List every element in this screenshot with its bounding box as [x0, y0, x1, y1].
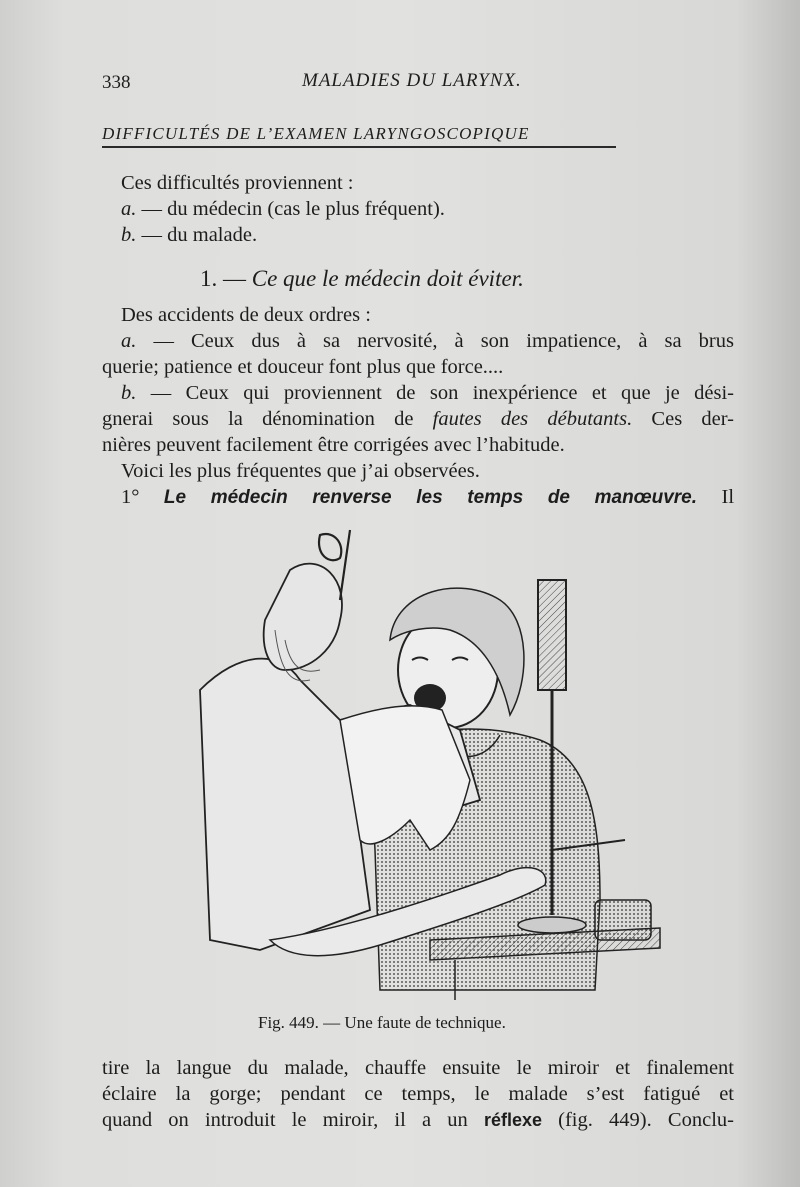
- subheading: 1. — Ce que le médecin doit éviter.: [200, 266, 524, 291]
- page-header: [102, 70, 742, 100]
- accident-a-line2: querie; patience et douceur font plus que force....: [102, 356, 504, 378]
- conclusion-paragraph: [102, 1055, 734, 1133]
- figure-illustration: [180, 520, 680, 1010]
- section-title: DIFFICULTÉS DE L’EXAMEN LARYNGOSCOPIQUE: [102, 124, 616, 148]
- running-title: MALADIES DU LARYNX.: [302, 70, 522, 91]
- accident-b-line1: b. — Ceux qui proviennent de son inexpérience et que je dési-: [121, 382, 734, 404]
- intro-item-b: b. — du malade.: [121, 224, 258, 246]
- observations-line: Voici les plus fréquentes que j’ai observées.: [121, 460, 480, 482]
- intro-line: Ces difficultés proviennent :: [121, 172, 354, 194]
- engraving-illustration: [180, 520, 680, 1010]
- accident-b-line3: nières peuvent facilement être corrigées avec l’habitude.: [102, 434, 565, 456]
- accidents-intro: Des accidents de deux ordres :: [121, 304, 371, 326]
- conclusion-line3: quand on introduit le miroir, il a un réflexe (fig. 449). Conclu-: [102, 1109, 734, 1131]
- conclusion-line1: tire la langue du malade, chauffe ensuite le miroir et finalement: [102, 1057, 734, 1079]
- intro-paragraph: [102, 170, 734, 248]
- accident-b-line2: gnerai sous la dénomination de fautes des débutants. Ces der-: [102, 408, 734, 430]
- intro-item-a: a. — du médecin (cas le plus fréquent).: [121, 198, 445, 220]
- accidents-paragraph: [102, 302, 734, 510]
- page-number: 338: [102, 72, 131, 93]
- figure-caption: Fig. 449. — Une faute de technique.: [258, 1013, 506, 1032]
- rule-1-line: 1° Le médecin renverse les temps de manœuvre. Il: [121, 486, 734, 508]
- conclusion-line2: éclaire la gorge; pendant ce temps, le malade s’est fatigué et: [102, 1083, 734, 1105]
- accident-a-line1: a. — Ceux dus à sa nervosité, à son impatience, à sa brus: [121, 330, 734, 352]
